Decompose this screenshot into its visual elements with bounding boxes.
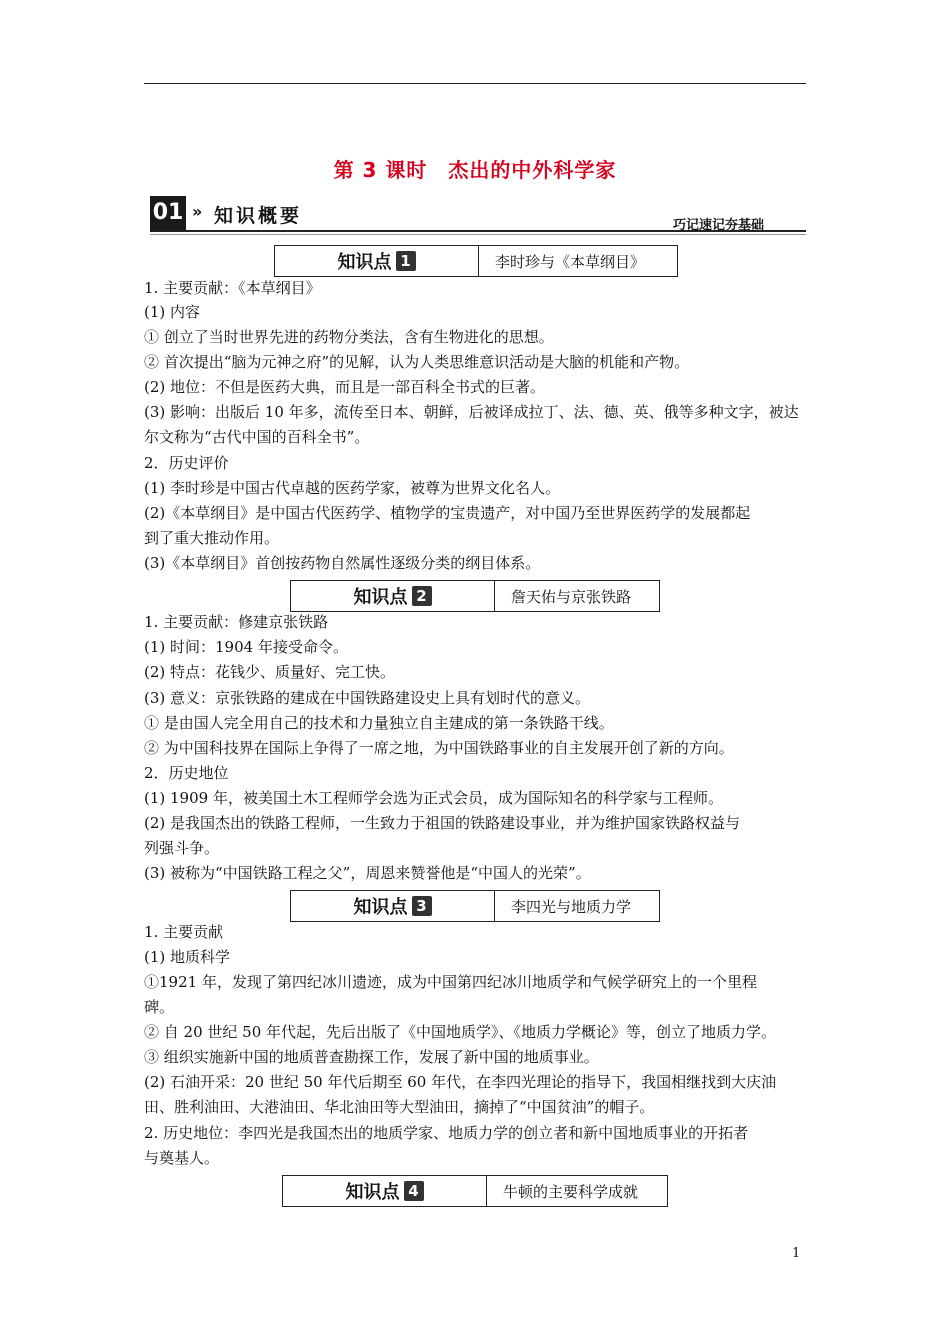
knowledge-point-number: 1	[396, 251, 416, 271]
text-line: 到了重大推动作用。	[144, 529, 280, 547]
text-line: 2．历史地位	[144, 764, 229, 782]
text-line: (2) 特点：花钱少、质量好、完工快。	[144, 663, 396, 681]
text-line: 田、胜利油田、大港油田、华北油田等大型油田，摘掉了“中国贫油”的帽子。	[144, 1098, 655, 1116]
text-line: 列强斗争。	[144, 839, 220, 857]
text-line: (2) 是我国杰出的铁路工程师，一生致力于祖国的铁路建设事业，并为维护国家铁路权益与	[144, 814, 741, 832]
text-line: (3) 被称为“中国铁路工程之父”，周恩来赞誉他是“中国人的光荣”。	[144, 864, 591, 882]
knowledge-point-label	[283, 1176, 487, 1206]
text-line: (3) 影响：出版后 10 年多，流传至日本、朝鲜，后被译成拉丁、法、德、英、俄等多种文字，被达	[144, 403, 799, 421]
text-line: 1. 主要贡献：修建京张铁路	[144, 613, 329, 631]
knowledge-point-text: 知识点	[353, 897, 408, 918]
text-line: ② 自 20 世纪 50 年代起，先后出版了《中国地质学》、《地质力学概论》等，创立了地质力学。	[144, 1023, 777, 1041]
knowledge-point-text: 知识点	[353, 587, 408, 608]
knowledge-point-number: 4	[404, 1181, 424, 1201]
text-line: 2. 历史地位：李四光是我国杰出的地质学家、地质力学的创立者和新中国地质事业的开拓者	[144, 1124, 749, 1142]
knowledge-point-label	[291, 581, 495, 611]
header-rule	[144, 83, 806, 84]
section-header	[150, 196, 806, 234]
text-line: (1) 地质科学	[144, 948, 231, 966]
text-line: ② 首次提出“脑为元神之府”的见解，认为人类思维意识活动是大脑的机能和产物。	[144, 353, 690, 371]
text-line: (2) 石油开采：20 世纪 50 年代后期至 60 年代，在李四光理论的指导下，我国相继找到大庆油	[144, 1073, 777, 1091]
knowledge-point-number: 3	[412, 896, 432, 916]
knowledge-point-text: 知识点	[345, 1182, 400, 1203]
text-line: (3)《本草纲目》首创按药物自然属性逐级分类的纲目体系。	[144, 554, 541, 572]
knowledge-point-label	[291, 891, 495, 921]
knowledge-point-4	[282, 1175, 668, 1207]
knowledge-point-2	[290, 580, 660, 612]
section-title: 知识概要	[214, 205, 303, 227]
text-line: (1) 内容	[144, 303, 201, 321]
text-line: (1) 李时珍是中国古代卓越的医药学家，被尊为世界文化名人。	[144, 479, 561, 497]
section-number: 01	[150, 196, 186, 230]
text-line: ① 是由国人完全用自己的技术和力量独立自主建成的第一条铁路干线。	[144, 714, 614, 732]
knowledge-point-1	[274, 245, 678, 277]
knowledge-point-3	[290, 890, 660, 922]
text-line: 1. 主要贡献：《本草纲目》	[144, 279, 321, 297]
section-rule	[150, 230, 806, 232]
text-line: (2)《本草纲目》是中国古代医药学、植物学的宝贵遗产，对中国乃至世界医药学的发展都起	[144, 504, 751, 522]
text-line: ① 创立了当时世界先进的药物分类法，含有生物进化的思想。	[144, 328, 554, 346]
section-rule-thin	[150, 234, 806, 235]
knowledge-point-topic: 李四光与地质力学	[511, 897, 632, 916]
double-chevron-icon: »	[192, 202, 203, 221]
text-line: (2) 地位：不但是医药大典，而且是一部百科全书式的巨著。	[144, 378, 546, 396]
text-line: 碑。	[144, 998, 175, 1016]
knowledge-point-topic: 牛顿的主要科学成就	[503, 1182, 639, 1201]
knowledge-point-topic: 詹天佑与京张铁路	[511, 587, 632, 606]
text-line: (1) 时间：1904 年接受命令。	[144, 638, 348, 656]
knowledge-point-topic: 李时珍与《本草纲目》	[495, 252, 646, 271]
text-line: 2．历史评价	[144, 454, 229, 472]
text-line: ③ 组织实施新中国的地质普查勘探工作，发展了新中国的地质事业。	[144, 1048, 599, 1066]
page-number: 1	[792, 1246, 801, 1261]
text-line: 与奠基人。	[144, 1149, 220, 1167]
text-line: (1) 1909 年，被美国土木工程师学会选为正式会员，成为国际知名的科学家与工程师。	[144, 789, 723, 807]
section-subtitle: 巧记速记夯基础	[672, 218, 764, 233]
page-title: 第 3 课时 杰出的中外科学家	[333, 158, 617, 182]
text-line: ①1921 年，发现了第四纪冰川遗迹，成为中国第四纪冰川地质学和气候学研究上的一个里程	[144, 973, 757, 991]
knowledge-point-number: 2	[412, 586, 432, 606]
text-line: (3) 意义：京张铁路的建成在中国铁路建设史上具有划时代的意义。	[144, 689, 591, 707]
text-line: 尔文称为“古代中国的百科全书”。	[144, 428, 370, 446]
text-line: ② 为中国科技界在国际上争得了一席之地，为中国铁路事业的自主发展开创了新的方向。	[144, 739, 734, 757]
text-line: 1. 主要贡献	[144, 923, 224, 941]
knowledge-point-label	[275, 246, 479, 276]
knowledge-point-text: 知识点	[337, 252, 392, 273]
